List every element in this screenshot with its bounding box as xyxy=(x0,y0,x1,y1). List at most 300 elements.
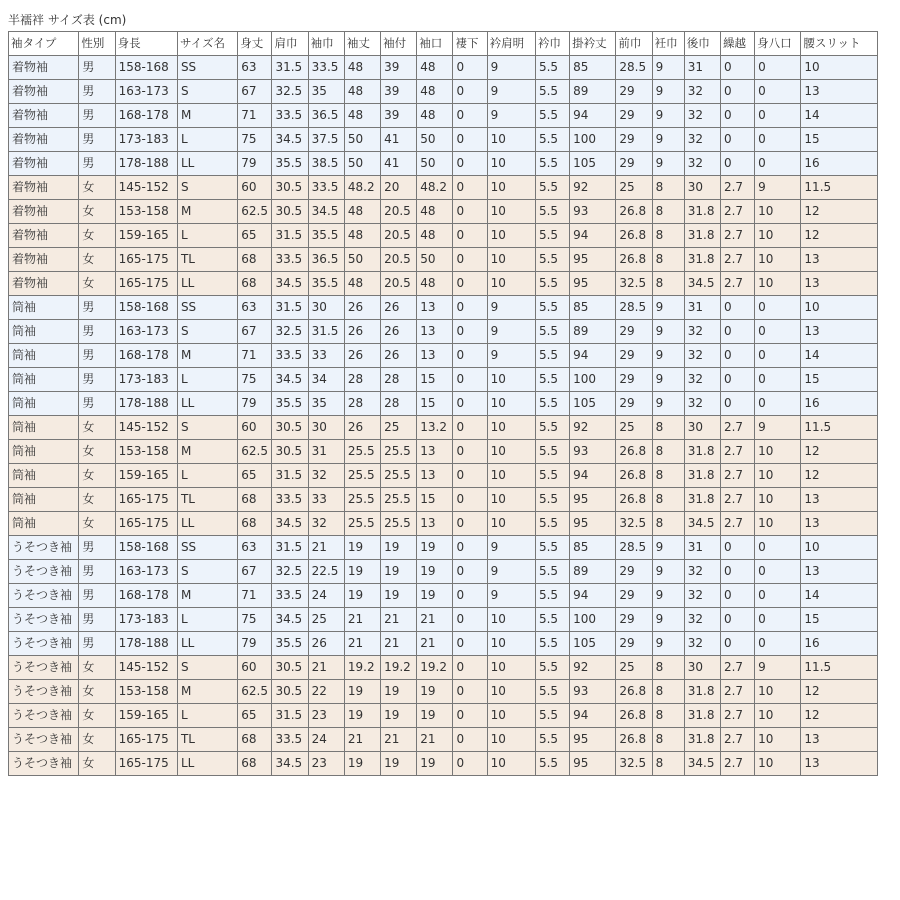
table-cell: 63 xyxy=(238,296,272,320)
table-cell: 11.5 xyxy=(801,656,878,680)
table-cell: 20 xyxy=(381,176,417,200)
table-cell: 0 xyxy=(720,80,754,104)
table-cell: S xyxy=(177,176,237,200)
column-header: 繰越 xyxy=(720,32,754,56)
table-cell: 5.5 xyxy=(535,344,569,368)
table-cell: 168-178 xyxy=(115,104,177,128)
table-cell: 10 xyxy=(487,368,535,392)
size-table xyxy=(8,31,878,776)
table-cell: 21 xyxy=(344,608,380,632)
table-cell: 15 xyxy=(417,368,453,392)
table-cell: 5.5 xyxy=(535,752,569,776)
table-cell: 173-183 xyxy=(115,368,177,392)
table-cell: うそつき袖 xyxy=(9,656,79,680)
table-cell: 10 xyxy=(755,200,801,224)
table-cell: 24 xyxy=(308,728,344,752)
table-cell: 95 xyxy=(570,272,616,296)
table-cell: 着物袖 xyxy=(9,80,79,104)
table-cell: 48 xyxy=(417,272,453,296)
table-cell: 48 xyxy=(344,224,380,248)
table-cell: 男 xyxy=(79,296,115,320)
table-cell: 9 xyxy=(652,296,684,320)
table-cell: 女 xyxy=(79,440,115,464)
table-cell: うそつき袖 xyxy=(9,608,79,632)
table-cell: 着物袖 xyxy=(9,104,79,128)
table-cell: 5.5 xyxy=(535,272,569,296)
table-cell: うそつき袖 xyxy=(9,536,79,560)
table-cell: 5.5 xyxy=(535,440,569,464)
table-cell: 93 xyxy=(570,440,616,464)
table-row xyxy=(9,680,878,704)
table-row xyxy=(9,200,878,224)
table-cell: 8 xyxy=(652,200,684,224)
table-cell: 0 xyxy=(453,152,487,176)
table-cell: 8 xyxy=(652,656,684,680)
table-cell: 178-188 xyxy=(115,392,177,416)
table-cell: 0 xyxy=(453,224,487,248)
table-cell: 95 xyxy=(570,752,616,776)
table-cell: 筒袖 xyxy=(9,320,79,344)
table-cell: 0 xyxy=(720,632,754,656)
table-cell: 26.8 xyxy=(616,704,652,728)
table-cell: 19.2 xyxy=(344,656,380,680)
table-cell: 32 xyxy=(684,632,720,656)
table-cell: 2.7 xyxy=(720,176,754,200)
table-cell: 0 xyxy=(453,728,487,752)
table-cell: 筒袖 xyxy=(9,296,79,320)
table-cell: 0 xyxy=(453,272,487,296)
table-cell: 9 xyxy=(652,128,684,152)
table-cell: 19 xyxy=(381,560,417,584)
table-cell: 0 xyxy=(453,608,487,632)
table-cell: 10 xyxy=(755,248,801,272)
table-cell: 5.5 xyxy=(535,488,569,512)
table-cell: 0 xyxy=(453,248,487,272)
table-cell: 着物袖 xyxy=(9,200,79,224)
table-cell: 5.5 xyxy=(535,320,569,344)
table-cell: 15 xyxy=(417,488,453,512)
table-cell: TL xyxy=(177,488,237,512)
table-cell: 2.7 xyxy=(720,656,754,680)
table-cell: 10 xyxy=(487,224,535,248)
table-cell: 71 xyxy=(238,104,272,128)
table-cell: 0 xyxy=(720,56,754,80)
table-cell: 68 xyxy=(238,728,272,752)
table-cell: 9 xyxy=(652,368,684,392)
table-cell: 9 xyxy=(487,104,535,128)
table-cell: 33 xyxy=(308,488,344,512)
table-cell: 32.5 xyxy=(272,560,308,584)
table-cell: 10 xyxy=(487,464,535,488)
table-cell: 女 xyxy=(79,512,115,536)
table-cell: 32 xyxy=(308,464,344,488)
header-row xyxy=(9,32,878,56)
table-cell: 25 xyxy=(381,416,417,440)
table-cell: 95 xyxy=(570,512,616,536)
table-cell: 0 xyxy=(720,344,754,368)
table-cell: 34.5 xyxy=(684,752,720,776)
table-cell: 男 xyxy=(79,80,115,104)
table-row xyxy=(9,608,878,632)
table-cell: 20.5 xyxy=(381,248,417,272)
table-cell: 75 xyxy=(238,608,272,632)
table-cell: 女 xyxy=(79,176,115,200)
table-cell: 5.5 xyxy=(535,200,569,224)
table-cell: 13 xyxy=(417,512,453,536)
table-row xyxy=(9,704,878,728)
table-cell: 35.5 xyxy=(272,392,308,416)
table-cell: 19 xyxy=(381,704,417,728)
table-cell: 女 xyxy=(79,704,115,728)
table-cell: 16 xyxy=(801,632,878,656)
table-cell: 21 xyxy=(417,728,453,752)
table-cell: 5.5 xyxy=(535,152,569,176)
table-cell: 5.5 xyxy=(535,560,569,584)
table-cell: 0 xyxy=(720,152,754,176)
table-cell: LL xyxy=(177,272,237,296)
table-cell: 32 xyxy=(684,344,720,368)
table-cell: 32 xyxy=(684,584,720,608)
table-cell: 31.5 xyxy=(272,224,308,248)
table-cell: 20.5 xyxy=(381,200,417,224)
table-cell: SS xyxy=(177,296,237,320)
table-cell: 89 xyxy=(570,320,616,344)
table-cell: 26 xyxy=(381,344,417,368)
table-row xyxy=(9,512,878,536)
column-header: 褄下 xyxy=(453,32,487,56)
table-cell: 48 xyxy=(417,80,453,104)
table-cell: 94 xyxy=(570,704,616,728)
table-cell: 11.5 xyxy=(801,416,878,440)
table-cell: 63 xyxy=(238,56,272,80)
table-cell: 女 xyxy=(79,680,115,704)
table-cell: 60 xyxy=(238,656,272,680)
table-cell: 26 xyxy=(344,296,380,320)
table-cell: 48 xyxy=(344,80,380,104)
table-cell: 29 xyxy=(616,344,652,368)
table-cell: 26 xyxy=(344,344,380,368)
table-cell: 19 xyxy=(344,752,380,776)
table-cell: 163-173 xyxy=(115,560,177,584)
table-cell: 0 xyxy=(755,584,801,608)
table-cell: 31.5 xyxy=(272,536,308,560)
table-cell: SS xyxy=(177,56,237,80)
table-cell: 5.5 xyxy=(535,656,569,680)
table-cell: 158-168 xyxy=(115,56,177,80)
table-row xyxy=(9,176,878,200)
table-cell: 5.5 xyxy=(535,392,569,416)
table-cell: 男 xyxy=(79,344,115,368)
table-cell: 0 xyxy=(453,200,487,224)
table-cell: 30 xyxy=(684,176,720,200)
table-cell: 男 xyxy=(79,584,115,608)
table-cell: 50 xyxy=(344,152,380,176)
table-cell: 28.5 xyxy=(616,296,652,320)
table-cell: うそつき袖 xyxy=(9,704,79,728)
table-cell: 0 xyxy=(755,344,801,368)
table-cell: 8 xyxy=(652,704,684,728)
table-cell: 30.5 xyxy=(272,176,308,200)
table-cell: 165-175 xyxy=(115,248,177,272)
column-header: 袖巾 xyxy=(308,32,344,56)
table-cell: 68 xyxy=(238,752,272,776)
table-cell: 24 xyxy=(308,584,344,608)
table-cell: 50 xyxy=(344,128,380,152)
table-cell: 95 xyxy=(570,248,616,272)
table-cell: 9 xyxy=(652,104,684,128)
table-cell: 8 xyxy=(652,248,684,272)
table-cell: 25 xyxy=(616,176,652,200)
table-cell: 21 xyxy=(381,608,417,632)
table-caption: 半襦袢 サイズ表 (cm) xyxy=(8,13,127,27)
table-cell: 12 xyxy=(801,464,878,488)
table-cell: 0 xyxy=(755,152,801,176)
table-cell: 165-175 xyxy=(115,272,177,296)
table-cell: 0 xyxy=(755,536,801,560)
table-cell: うそつき袖 xyxy=(9,560,79,584)
table-cell: 0 xyxy=(755,560,801,584)
table-cell: 0 xyxy=(720,392,754,416)
table-cell: 女 xyxy=(79,752,115,776)
table-cell: 19.2 xyxy=(417,656,453,680)
table-cell: 12 xyxy=(801,440,878,464)
table-cell: 9 xyxy=(755,416,801,440)
table-cell: 男 xyxy=(79,536,115,560)
table-cell: 29 xyxy=(616,152,652,176)
table-cell: 79 xyxy=(238,632,272,656)
table-cell: 0 xyxy=(720,608,754,632)
table-cell: 14 xyxy=(801,104,878,128)
table-cell: 10 xyxy=(755,488,801,512)
table-cell: 93 xyxy=(570,200,616,224)
table-cell: 50 xyxy=(417,152,453,176)
table-cell: 0 xyxy=(453,704,487,728)
column-header: 衿巾 xyxy=(535,32,569,56)
table-cell: 26.8 xyxy=(616,680,652,704)
table-cell: 5.5 xyxy=(535,248,569,272)
table-cell: 39 xyxy=(381,104,417,128)
table-row xyxy=(9,440,878,464)
table-cell: 5.5 xyxy=(535,728,569,752)
table-cell: 29 xyxy=(616,392,652,416)
table-cell: L xyxy=(177,128,237,152)
table-cell: 0 xyxy=(453,656,487,680)
table-cell: 9 xyxy=(652,584,684,608)
table-cell: 着物袖 xyxy=(9,176,79,200)
column-header: 身丈 xyxy=(238,32,272,56)
table-cell: 105 xyxy=(570,392,616,416)
table-cell: 34.5 xyxy=(272,272,308,296)
table-cell: M xyxy=(177,440,237,464)
table-cell: 女 xyxy=(79,488,115,512)
column-header: 腰スリット xyxy=(801,32,878,56)
table-row xyxy=(9,104,878,128)
table-row xyxy=(9,248,878,272)
table-cell: 8 xyxy=(652,224,684,248)
table-cell: 50 xyxy=(344,248,380,272)
table-cell: 5.5 xyxy=(535,104,569,128)
table-cell: 9 xyxy=(652,560,684,584)
table-cell: 10 xyxy=(487,176,535,200)
table-cell: 9 xyxy=(487,320,535,344)
table-cell: 32 xyxy=(684,608,720,632)
table-cell: 19 xyxy=(381,752,417,776)
table-cell: 筒袖 xyxy=(9,512,79,536)
table-cell: 0 xyxy=(453,296,487,320)
table-cell: 31.8 xyxy=(684,728,720,752)
table-row xyxy=(9,464,878,488)
table-cell: 10 xyxy=(487,632,535,656)
table-cell: 48 xyxy=(344,104,380,128)
table-cell: S xyxy=(177,656,237,680)
table-cell: 0 xyxy=(453,512,487,536)
table-cell: 10 xyxy=(755,224,801,248)
table-cell: 33 xyxy=(308,344,344,368)
table-cell: 39 xyxy=(381,56,417,80)
table-cell: 33.5 xyxy=(272,248,308,272)
table-cell: 48.2 xyxy=(417,176,453,200)
table-cell: うそつき袖 xyxy=(9,680,79,704)
table-cell: 65 xyxy=(238,704,272,728)
column-header: 肩巾 xyxy=(272,32,308,56)
table-cell: 89 xyxy=(570,560,616,584)
table-cell: 9 xyxy=(652,320,684,344)
table-cell: 21 xyxy=(308,536,344,560)
table-cell: 10 xyxy=(487,728,535,752)
table-cell: 15 xyxy=(801,128,878,152)
table-cell: 165-175 xyxy=(115,728,177,752)
table-cell: M xyxy=(177,680,237,704)
table-cell: 62.5 xyxy=(238,440,272,464)
table-cell: 5.5 xyxy=(535,176,569,200)
table-cell: 67 xyxy=(238,320,272,344)
table-cell: 13 xyxy=(417,344,453,368)
table-cell: 38.5 xyxy=(308,152,344,176)
table-cell: 31 xyxy=(684,56,720,80)
table-cell: 0 xyxy=(453,488,487,512)
table-cell: 0 xyxy=(720,584,754,608)
table-cell: 13 xyxy=(801,560,878,584)
table-cell: 10 xyxy=(487,152,535,176)
table-cell: 33.5 xyxy=(308,56,344,80)
table-row xyxy=(9,536,878,560)
table-cell: 2.7 xyxy=(720,488,754,512)
table-cell: 34.5 xyxy=(272,608,308,632)
table-cell: 5.5 xyxy=(535,608,569,632)
table-cell: 48.2 xyxy=(344,176,380,200)
table-cell: 34.5 xyxy=(272,368,308,392)
table-cell: 8 xyxy=(652,464,684,488)
table-cell: 26.8 xyxy=(616,440,652,464)
table-cell: 22.5 xyxy=(308,560,344,584)
table-cell: 10 xyxy=(487,128,535,152)
table-cell: 0 xyxy=(453,440,487,464)
table-cell: 10 xyxy=(487,440,535,464)
table-cell: TL xyxy=(177,248,237,272)
table-cell: 着物袖 xyxy=(9,224,79,248)
table-cell: 5.5 xyxy=(535,632,569,656)
table-cell: 男 xyxy=(79,104,115,128)
column-header: 衿肩明 xyxy=(487,32,535,56)
table-cell: 9 xyxy=(652,56,684,80)
table-cell: 32.5 xyxy=(616,272,652,296)
table-cell: L xyxy=(177,704,237,728)
table-cell: 34 xyxy=(308,368,344,392)
table-cell: 33.5 xyxy=(272,728,308,752)
table-cell: 19 xyxy=(417,536,453,560)
table-row xyxy=(9,392,878,416)
table-cell: 女 xyxy=(79,416,115,440)
table-cell: 31 xyxy=(684,296,720,320)
column-header: 性別 xyxy=(79,32,115,56)
table-cell: 30 xyxy=(684,416,720,440)
table-cell: 筒袖 xyxy=(9,440,79,464)
table-cell: 48 xyxy=(344,272,380,296)
table-cell: 筒袖 xyxy=(9,416,79,440)
table-cell: 14 xyxy=(801,344,878,368)
table-cell: 女 xyxy=(79,464,115,488)
table-row xyxy=(9,728,878,752)
table-cell: 19 xyxy=(344,680,380,704)
table-cell: 女 xyxy=(79,224,115,248)
table-cell: 85 xyxy=(570,536,616,560)
table-cell: 10 xyxy=(487,608,535,632)
table-cell: 25.5 xyxy=(344,464,380,488)
table-cell: 9 xyxy=(652,608,684,632)
table-cell: 48 xyxy=(417,224,453,248)
table-cell: 男 xyxy=(79,56,115,80)
column-header: 前巾 xyxy=(616,32,652,56)
table-cell: 159-165 xyxy=(115,224,177,248)
table-cell: 26.8 xyxy=(616,224,652,248)
table-row xyxy=(9,80,878,104)
table-cell: 0 xyxy=(453,584,487,608)
table-cell: 2.7 xyxy=(720,272,754,296)
table-cell: 26.8 xyxy=(616,248,652,272)
table-row xyxy=(9,752,878,776)
table-cell: 9 xyxy=(487,584,535,608)
table-cell: S xyxy=(177,416,237,440)
table-cell: 0 xyxy=(720,104,754,128)
table-cell: 31.8 xyxy=(684,464,720,488)
table-cell: 10 xyxy=(755,272,801,296)
table-cell: 32.5 xyxy=(616,752,652,776)
table-cell: 41 xyxy=(381,152,417,176)
table-cell: 158-168 xyxy=(115,296,177,320)
table-cell: M xyxy=(177,200,237,224)
table-cell: 10 xyxy=(755,512,801,536)
table-cell: 筒袖 xyxy=(9,464,79,488)
table-cell: 31.5 xyxy=(272,56,308,80)
table-cell: S xyxy=(177,320,237,344)
table-cell: 79 xyxy=(238,152,272,176)
table-cell: 89 xyxy=(570,80,616,104)
table-cell: 68 xyxy=(238,512,272,536)
table-cell: 31.8 xyxy=(684,248,720,272)
table-cell: 9 xyxy=(652,536,684,560)
table-cell: 19 xyxy=(344,584,380,608)
table-cell: 28.5 xyxy=(616,56,652,80)
table-cell: 12 xyxy=(801,200,878,224)
table-cell: 男 xyxy=(79,560,115,584)
table-cell: M xyxy=(177,584,237,608)
table-cell: 75 xyxy=(238,128,272,152)
table-cell: 21 xyxy=(381,632,417,656)
table-cell: 0 xyxy=(755,80,801,104)
table-cell: 10 xyxy=(487,392,535,416)
column-header: サイズ名 xyxy=(177,32,237,56)
table-cell: 20.5 xyxy=(381,224,417,248)
